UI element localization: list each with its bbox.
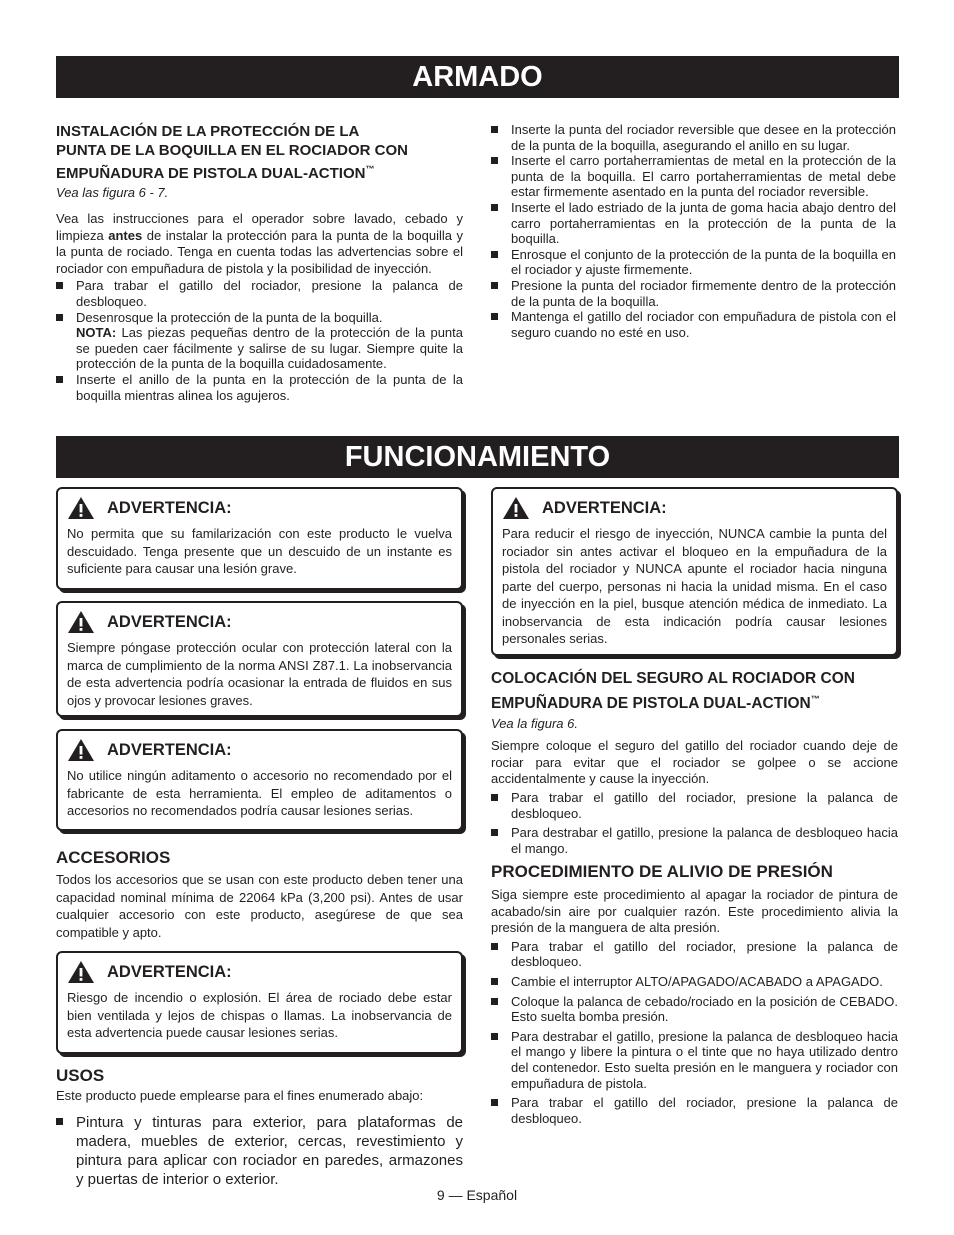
warning-box-eye-protection bbox=[56, 601, 463, 717]
armado-right-steps bbox=[491, 122, 896, 340]
bullet-icon bbox=[491, 251, 498, 258]
seguro-section bbox=[491, 668, 898, 860]
list-item: Para trabar el gatillo del rociador, presione la palanca de desbloqueo. bbox=[491, 939, 898, 970]
armado-right-column bbox=[491, 122, 896, 340]
warning-label: ADVERTENCIA: bbox=[107, 612, 232, 631]
list-item: Inserte el carro portaherramientas de metal en la protección de la punta de la boquilla. El carro portaherramientas de metal debe estar firmemente asentado en la punta del rociador reversible. bbox=[491, 153, 896, 200]
bullet-icon bbox=[491, 157, 498, 164]
warning-triangle-icon bbox=[502, 496, 530, 520]
bullet-icon bbox=[491, 313, 498, 320]
list-item: Cambie el interruptor ALTO/APAGADO/ACABADO a APAGADO. bbox=[491, 974, 898, 990]
warning-text: Riesgo de incendio o explosión. El área de rociado debe estar bien ventilada y lejos de chispas o llamas. La inobservancia de esta advertencia puede causar lesiones serias. bbox=[67, 990, 452, 1040]
bullet-icon bbox=[56, 314, 63, 321]
list-item: Mantenga el gatillo del rociador con empuñadura de pistola con el seguro cuando no esté en uso. bbox=[491, 309, 896, 340]
alivio-list bbox=[491, 939, 898, 1127]
bullet-icon bbox=[491, 282, 498, 289]
alivio-section bbox=[491, 862, 898, 1130]
warning-text: No permita que su familarización con este producto le vuelva descuidado. Tenga presente que un descuido de un instante es suficiente para causar una lesión grave. bbox=[67, 526, 452, 576]
warning-triangle-icon bbox=[67, 610, 95, 634]
installation-steps bbox=[56, 278, 463, 403]
bullet-icon bbox=[491, 998, 498, 1005]
seguro-figure-reference: Vea la figura 6. bbox=[491, 716, 578, 732]
accesorios-heading: ACCESORIOS bbox=[56, 848, 171, 867]
bullet-icon bbox=[491, 1099, 498, 1106]
armado-left-column bbox=[56, 122, 463, 403]
bullet-icon bbox=[491, 943, 498, 950]
warning-box-fire bbox=[56, 951, 463, 1054]
warning-label: ADVERTENCIA: bbox=[542, 498, 667, 517]
bullet-icon bbox=[56, 376, 63, 383]
bullet-icon bbox=[491, 204, 498, 211]
bullet-icon bbox=[491, 1033, 498, 1040]
warning-text: No utilice ningún aditamento o accesorio no recomendado por el fabricante de esta herramienta. El empleo de aditamentos o accesorios no recomendados podría causar lesiones serias. bbox=[67, 768, 452, 818]
installation-intro: Vea las instrucciones para el operador sobre lavado, cebado y limpieza antes de instalar la protección para la punta de la boquilla y la punta de rociado. Tenga en cuenta todas las advertencias sobre el rociador con empuñadura de pistola y la posibilidad de inyección. bbox=[56, 211, 463, 276]
bullet-icon bbox=[56, 282, 63, 289]
accesorios-section bbox=[56, 848, 463, 941]
list-item: Para destrabar el gatillo, presione la palanca de desbloqueo hacia el mango. bbox=[491, 825, 898, 856]
bullet-icon bbox=[491, 829, 498, 836]
funcionamiento-title: FUNCIONAMIENTO bbox=[344, 441, 611, 473]
armado-banner bbox=[56, 56, 899, 98]
seguro-list bbox=[491, 790, 898, 856]
list-item: Para trabar el gatillo del rociador, presione la palanca de desbloqueo. bbox=[491, 1095, 898, 1126]
warning-label: ADVERTENCIA: bbox=[107, 498, 232, 517]
seguro-heading: COLOCACIÓN DEL SEGURO AL ROCIADOR CON EMPUÑADURA DE PISTOLA DUAL-ACTION™ bbox=[491, 670, 855, 713]
list-item: Enrosque el conjunto de la protección de la punta de la boquilla en el rociador y ajuste firmemente. bbox=[491, 247, 896, 278]
list-item: Desenrosque la protección de la punta de la boquilla. NOTA: Las piezas pequeñas dentro de la protección de la punta se pueden caer fácilmente y salirse de su lugar. Siempre quite la protección de la punta de la boquilla cuidadosamente. bbox=[56, 310, 463, 372]
warning-label: ADVERTENCIA: bbox=[107, 740, 232, 759]
list-item: Coloque la palanca de cebado/rociado en la posición de CEBADO. Esto suelta bomba presión. bbox=[491, 994, 898, 1025]
warning-triangle-icon bbox=[67, 960, 95, 984]
list-item: Para trabar el gatillo del rociador, presione la palanca de desbloqueo. bbox=[491, 790, 898, 821]
list-item: Inserte la punta del rociador reversible que desee en la protección de la punta de la boquilla, asegurando el anillo en su lugar. bbox=[491, 122, 896, 153]
bullet-icon bbox=[56, 1118, 63, 1125]
bullet-icon bbox=[491, 794, 498, 801]
seguro-text: Siempre coloque el seguro del gatillo del rociador cuando deje de rociar para evitar que el rociador se golpee o se accione accidentalmente y cause la inyección. bbox=[491, 738, 898, 787]
bullet-icon bbox=[491, 126, 498, 133]
warning-box-injection bbox=[491, 487, 898, 656]
warning-label: ADVERTENCIA: bbox=[107, 962, 232, 981]
usos-text: Este producto puede emplearse para el fines enumerado abajo: bbox=[56, 1088, 424, 1103]
warning-triangle-icon bbox=[67, 738, 95, 762]
warning-text: Para reducir el riesgo de inyección, NUNCA cambie la punta del rociador sin antes activar el bloqueo en la empuñadura de la pistola del rociador y NUNCA apunte el rociador hacia ninguna parte del cuerpo, personas ni hacia la unidad misma. En el caso de inyección en la piel, busque atención médica de inmediato. La inobservancia de esta indicación podría causar lesiones personales serias. bbox=[502, 526, 887, 646]
page-footer: 9 — Español bbox=[436, 1187, 518, 1203]
bullet-icon bbox=[491, 978, 498, 985]
list-item: Para trabar el gatillo del rociador, presione la palanca de desbloqueo. bbox=[56, 278, 463, 309]
usos-list bbox=[56, 1113, 463, 1189]
alivio-text: Siga siempre este procedimiento al apagar la rociador de pintura de acabado/sin aire por cualquier razón. Este procedimiento alivia la presión de la manguera de alta presión. bbox=[491, 887, 898, 936]
warning-box-familiarization bbox=[56, 487, 463, 590]
list-item: Para destrabar el gatillo, presione la palanca de desbloqueo hacia el mango y libere la pintura o el tinte que no haya utilizado dentro del contenedor. Esto suelta presión en le manguera y rociador con empuñadura de pistola. bbox=[491, 1029, 898, 1091]
warning-triangle-icon bbox=[67, 496, 95, 520]
accesorios-text: Todos los accesorios que se usan con este producto deben tener una capacidad nominal mínima de 22064 kPa (3,200 psi). Antes de usar cualquier accesorio con este producto, asegúrese de que sea compatible y apto. bbox=[56, 872, 463, 940]
funcionamiento-banner bbox=[56, 436, 899, 478]
list-item: Pintura y tinturas para exterior, para plataformas de madera, muebles de exterior, cercas, revestimiento y pintura para aplicar con rociador en paredes, armazones y puertas de interior o exterior. bbox=[56, 1113, 463, 1189]
list-item: Inserte el lado estriado de la junta de goma hacia abajo dentro del carro portaherramientas en la protección de la punta de la boquilla. bbox=[491, 200, 896, 247]
warning-text: Siempre póngase protección ocular con protección lateral con la marca de cumplimiento de la norma ANSI Z87.1. La inobservancia de esta advertencia podría ocasionar la entrada de fluidos en sus ojos y provocar lesiones graves. bbox=[67, 640, 452, 708]
warning-box-attachments bbox=[56, 729, 463, 831]
installation-heading: INSTALACIÓN DE LA PROTECCIÓN DE LA PUNTA DE LA BOQUILLA EN EL ROCIADOR CON EMPUÑADURA DE PISTOLA DUAL-ACTION™ bbox=[56, 123, 408, 182]
list-item: Presione la punta del rociador firmemente dentro de la protección de la punta de la boquilla. bbox=[491, 278, 896, 309]
list-item: Inserte el anillo de la punta en la protección de la punta de la boquilla mientras alinea los agujeros. bbox=[56, 372, 463, 403]
figure-reference: Vea las figura 6 - 7. bbox=[56, 185, 169, 200]
usos-heading: USOS bbox=[56, 1066, 105, 1085]
alivio-heading: PROCEDIMIENTO DE ALIVIO DE PRESIÓN bbox=[491, 862, 833, 881]
usos-section bbox=[56, 1066, 463, 1189]
armado-title: ARMADO bbox=[412, 61, 543, 93]
